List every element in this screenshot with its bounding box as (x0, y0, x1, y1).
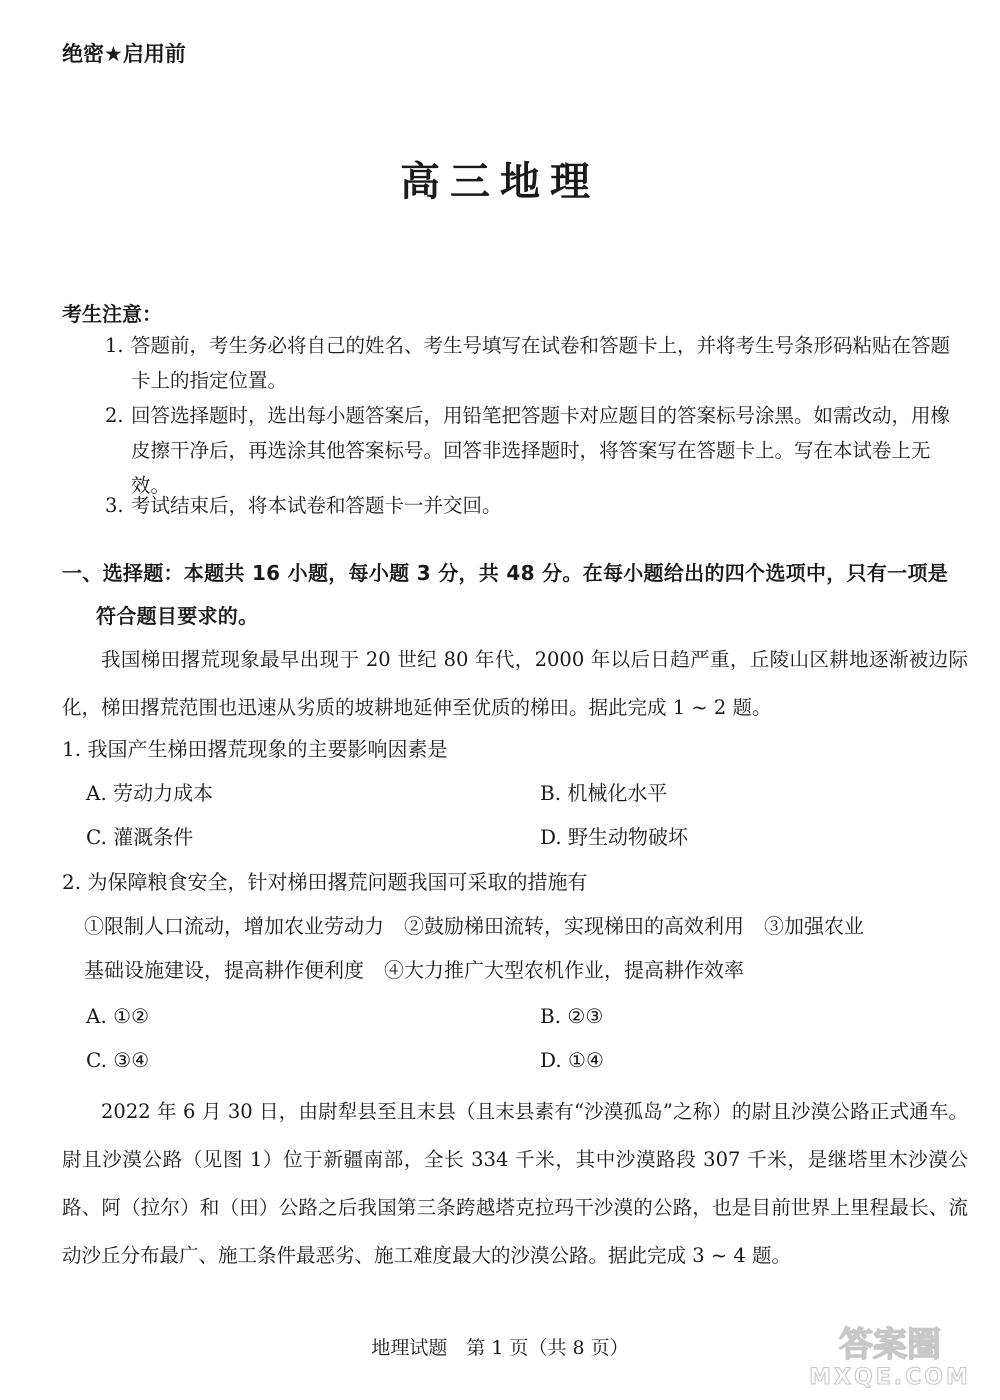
q2-items-line-2: 基础设施建设，提高耕作便利度 ④大力推广大型农机作业，提高耕作效率 (84, 958, 744, 982)
confidential-label: 绝密★启用前 (62, 42, 186, 66)
q1-option-b: B. 机械化水平 (540, 781, 668, 805)
q2-option-b: B. ②③ (540, 1004, 604, 1028)
notice-item-number: 2. (105, 404, 124, 427)
page-title: 高三地理 (400, 159, 600, 205)
section-heading (62, 552, 968, 638)
q2-option-d: D. ①④ (540, 1048, 604, 1072)
notice-item-number: 1. (105, 334, 124, 357)
passage-1: 我国梯田撂荒现象最早出现于 20 世纪 80 年代，2000 年以后日趋严重，丘陵山区耕地逐渐被边际化，梯田撂荒范围也迅速从劣质的坡耕地延伸至优质的梯田。据此完成 1 ~ 2 题。 (62, 648, 968, 719)
q1-option-d: D. 野生动物破坏 (540, 825, 689, 849)
notice-item-text: 回答选择题时，选出每小题答案后，用铅笔把答题卡对应题目的答案标号涂黑。如需改动，用橡皮擦干净后，再选涂其他答案标号。回答非选择题时，将答案写在答题卡上。写在本试卷上无效。 (131, 404, 951, 497)
passage-2: 2022 年 6 月 30 日，由尉犁县至且末县（且末县素有“沙漠孤岛”之称）的尉且沙漠公路正式通车。尉且沙漠公路（见图 1）位于新疆南部，全长 334 千米，其中沙漠路段 307 千米，是继塔里木沙漠公路、阿（拉尔）和（田）公路之后我国第三条跨越塔克拉玛干沙漠的公路，也是目前世界上里程最长、流动沙丘分布最广、施工条件最恶劣、施工难度最大的沙漠公路。据此完成 3 ~ 4 题。 (62, 1100, 968, 1267)
section-heading-line2: 符合题目要求的。 (96, 604, 259, 628)
question-1-stem: 1. 我国产生梯田撂荒现象的主要影响因素是 (62, 737, 448, 761)
watermark-text: 答案圈 (839, 1325, 941, 1365)
q2-items-line-1: ①限制人口流动，增加农业劳动力 ②鼓励梯田流转，实现梯田的高效利用 ③加强农业 (84, 914, 864, 938)
question-2-stem: 2. 为保障粮食安全，针对梯田撂荒问题我国可采取的措施有 (62, 870, 588, 894)
notice-item-1 (105, 328, 967, 398)
watermark-url: MXQE.COM (809, 1365, 971, 1390)
notice-heading: 考生注意： (62, 302, 162, 326)
section-heading-line1: 一、选择题：本题共 16 小题，每小题 3 分，共 48 分。在每小题给出的四个选项中，只有一项是 (62, 561, 949, 585)
q1-option-a: A. 劳动力成本 (86, 781, 214, 805)
q2-option-a: A. ①② (86, 1004, 150, 1028)
q1-option-c: C. 灌溉条件 (86, 825, 194, 849)
notice-item-3 (105, 488, 967, 523)
page-footer: 地理试题 第 1 页（共 8 页） (371, 1337, 629, 1359)
notice-item-text: 答题前，考生务必将自己的姓名、考生号填写在试卷和答题卡上，并将考生号条形码粘贴在答题卡上的指定位置。 (131, 334, 951, 392)
notice-item-text: 考试结束后，将本试卷和答题卡一并交回。 (131, 494, 502, 517)
watermark-logo (803, 1318, 978, 1390)
notice-item-number: 3. (105, 494, 124, 517)
q2-option-c: C. ③④ (86, 1048, 150, 1072)
